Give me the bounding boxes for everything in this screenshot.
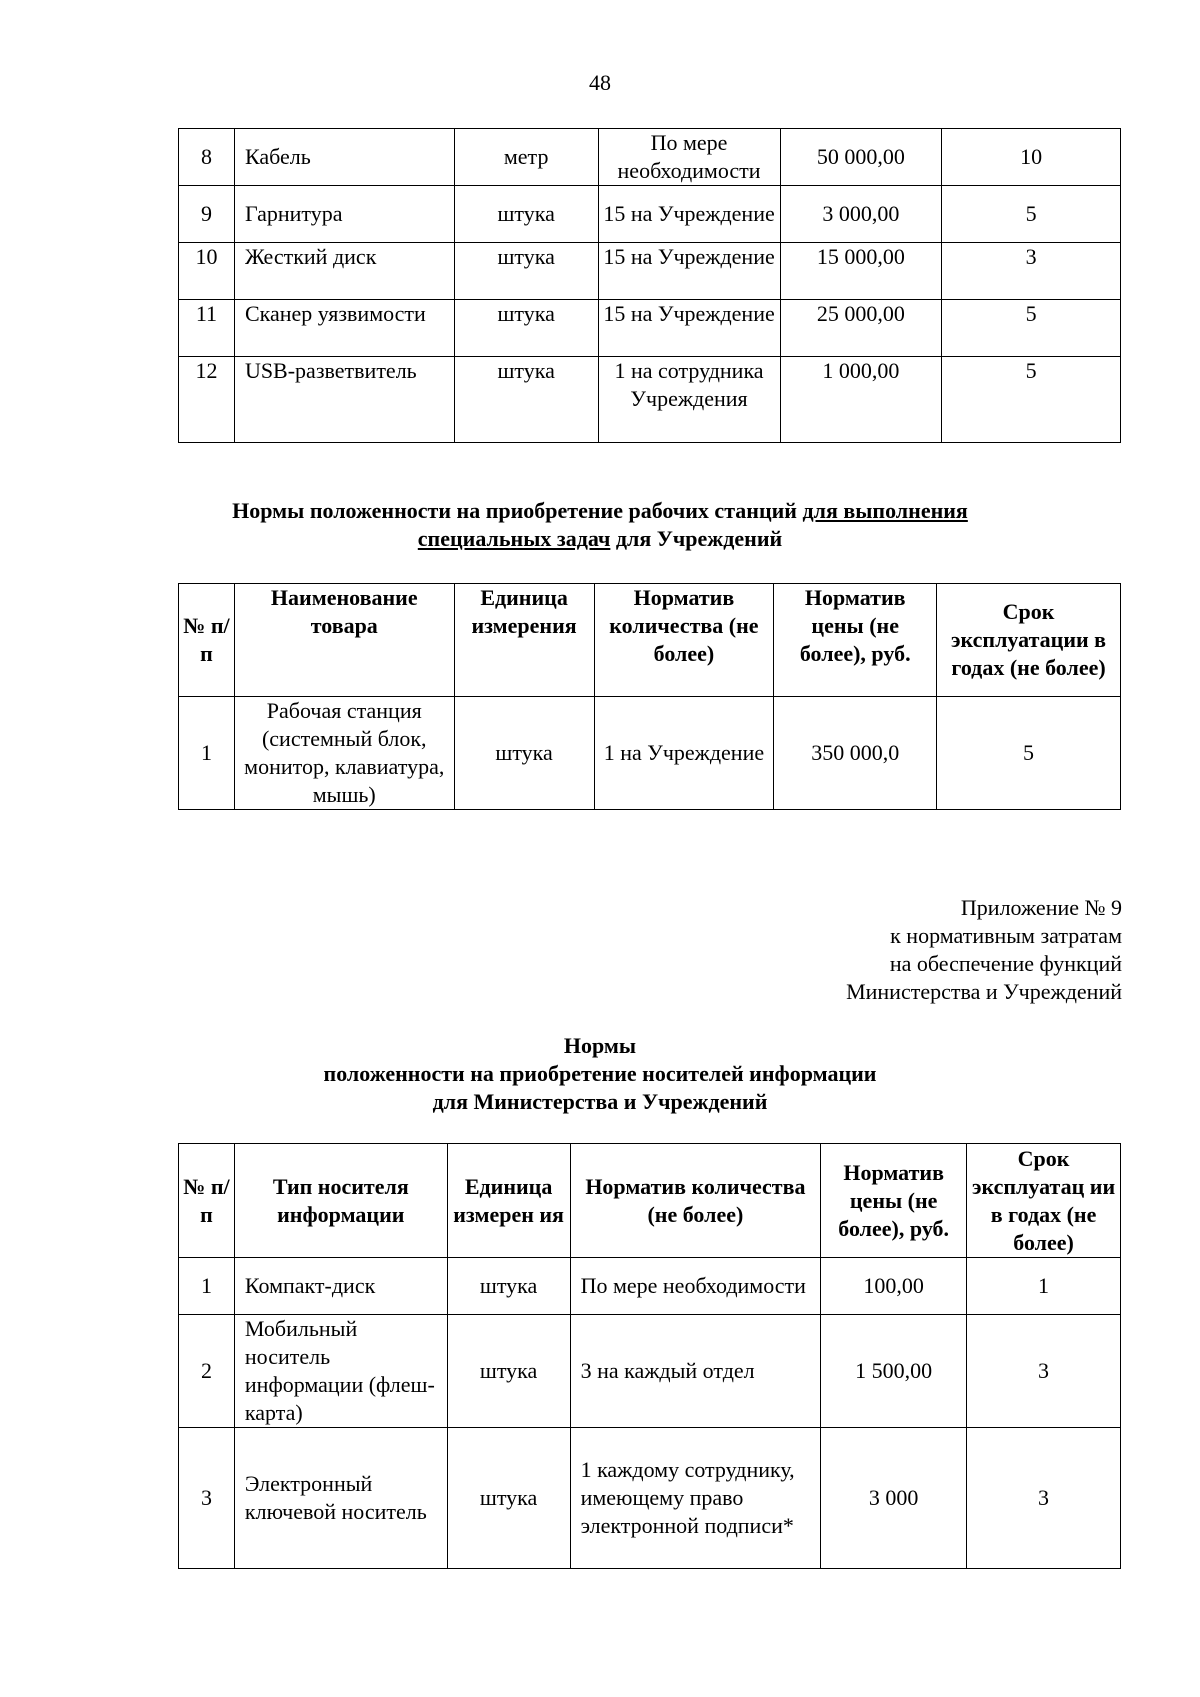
row-number: 11 (179, 300, 235, 357)
appendix-line: к нормативным затратам (890, 923, 1122, 948)
item-unit: штука (447, 1258, 570, 1315)
item-term: 1 (967, 1258, 1121, 1315)
row-number: 8 (179, 129, 235, 186)
header-term: Срок эксплуатац ии в годах (не более) (967, 1144, 1121, 1258)
appendix-line: Приложение № 9 (960, 895, 1122, 920)
item-unit: штука (454, 697, 594, 810)
row-number: 1 (179, 1258, 235, 1315)
item-name: Гарнитура (234, 186, 454, 243)
header-price: Норматив цены (не более), руб. (774, 584, 937, 697)
item-unit: штука (454, 243, 598, 300)
item-quantity: 15 на Учреждение (598, 300, 780, 357)
workstations-table (178, 583, 1121, 810)
item-price: 15 000,00 (780, 243, 942, 300)
item-name: Компакт-диск (234, 1258, 447, 1315)
title-part: для Учреждений (615, 526, 783, 551)
item-unit: штука (447, 1315, 570, 1428)
row-number: 3 (179, 1428, 235, 1569)
item-unit: метр (454, 129, 598, 186)
item-quantity: 1 каждому сотруднику, имеющему право электронной подписи* (570, 1428, 821, 1569)
item-unit: штука (454, 357, 598, 443)
item-name: Сканер уязвимости (234, 300, 454, 357)
title-line: положенности на приобретение носителей информации (323, 1061, 877, 1086)
table-row (179, 1315, 1121, 1428)
item-price: 1 500,00 (821, 1315, 967, 1428)
item-price: 3 000,00 (780, 186, 942, 243)
item-price: 100,00 (821, 1258, 967, 1315)
item-quantity: 15 на Учреждение (598, 243, 780, 300)
equipment-table-continued (178, 128, 1121, 443)
item-term: 5 (937, 697, 1121, 810)
item-term: 5 (942, 186, 1121, 243)
item-term: 10 (942, 129, 1121, 186)
appendix-note (846, 894, 1122, 1006)
row-number: 10 (179, 243, 235, 300)
table-row (179, 243, 1121, 300)
row-number: 1 (179, 697, 235, 810)
header-unit: Единица измерения (454, 584, 594, 697)
table-header-row (179, 1144, 1121, 1258)
row-number: 9 (179, 186, 235, 243)
item-quantity: По мере необходимости (598, 129, 780, 186)
item-name: Кабель (234, 129, 454, 186)
storage-media-table (178, 1143, 1121, 1569)
item-name: Электронный ключевой носитель (234, 1428, 447, 1569)
item-price: 3 000 (821, 1428, 967, 1569)
item-price: 1 000,00 (780, 357, 942, 443)
table-row (179, 186, 1121, 243)
header-name: Тип носителя информации (234, 1144, 447, 1258)
item-unit: штука (447, 1428, 570, 1569)
item-name: Рабочая станция (системный блок, монитор, клавиатура, мышь) (234, 697, 454, 810)
table-header-row (179, 584, 1121, 697)
appendix-line: на обеспечение функций (889, 951, 1122, 976)
table-row (179, 357, 1121, 443)
item-unit: штука (454, 300, 598, 357)
title-part: Нормы положенности на приобретение рабочих станций (232, 498, 797, 523)
table-row (179, 1428, 1121, 1569)
item-quantity: 15 на Учреждение (598, 186, 780, 243)
header-unit: Единица измерен ия (447, 1144, 570, 1258)
title-line: Нормы (563, 1033, 637, 1058)
table-row (179, 1258, 1121, 1315)
header-qty: Норматив количества (не более) (594, 584, 774, 697)
item-quantity: 1 на Учреждение (594, 697, 774, 810)
header-num: № п/п (179, 1144, 235, 1258)
title-underlined-part: для выполнения (802, 498, 968, 523)
table-row (179, 129, 1121, 186)
item-quantity: По мере необходимости (570, 1258, 821, 1315)
item-name: Мобильный носитель информации (флеш-карта) (234, 1315, 447, 1428)
item-price: 350 000,0 (774, 697, 937, 810)
table-row (179, 697, 1121, 810)
item-price: 50 000,00 (780, 129, 942, 186)
header-qty: Норматив количества (не более) (570, 1144, 821, 1258)
workstations-section-title (0, 497, 1200, 553)
item-term: 3 (967, 1315, 1121, 1428)
header-num: № п/п (179, 584, 235, 697)
item-term: 5 (942, 300, 1121, 357)
row-number: 2 (179, 1315, 235, 1428)
item-quantity: 1 на сотрудника Учреждения (598, 357, 780, 443)
title-underlined-part: специальных задач (417, 526, 611, 551)
item-term: 3 (942, 243, 1121, 300)
header-price: Норматив цены (не более), руб. (821, 1144, 967, 1258)
item-name: Жесткий диск (234, 243, 454, 300)
item-term: 3 (967, 1428, 1121, 1569)
header-name: Наименование товара (234, 584, 454, 697)
item-quantity: 3 на каждый отдел (570, 1315, 821, 1428)
title-line: для Министерства и Учреждений (432, 1089, 768, 1114)
appendix-line: Министерства и Учреждений (846, 979, 1122, 1004)
row-number: 12 (179, 357, 235, 443)
item-price: 25 000,00 (780, 300, 942, 357)
header-term: Срок эксплуатации в годах (не более) (937, 584, 1121, 697)
media-section-title (0, 1032, 1200, 1116)
item-unit: штука (454, 186, 598, 243)
table-row (179, 300, 1121, 357)
page-number: 48 (589, 70, 611, 95)
item-name: USB-разветвитель (234, 357, 454, 443)
item-term: 5 (942, 357, 1121, 443)
